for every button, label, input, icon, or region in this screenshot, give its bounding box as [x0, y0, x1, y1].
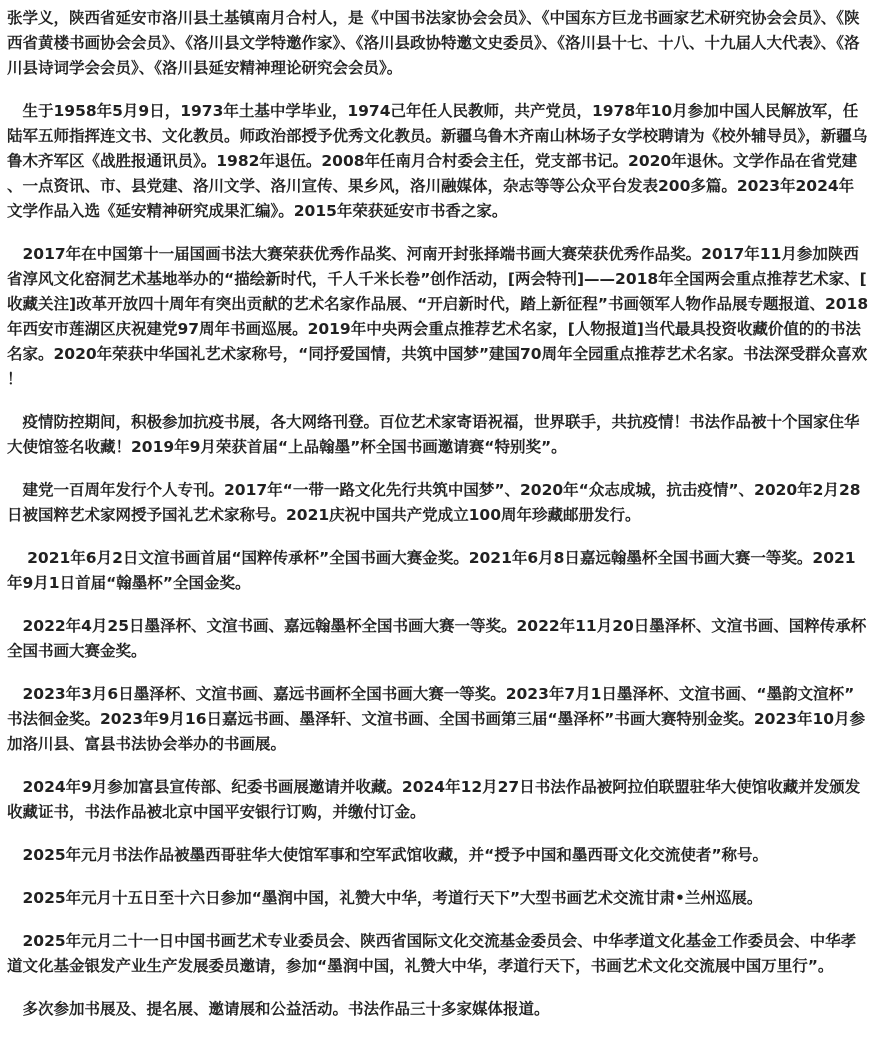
paragraph-pandemic: 疫情防控期间，积极参加抗疫书展，各大网络刊登。百位艺术家寄语祝福，世界联手，共抗疫情！书法作品被十个国家住华大使馆签名收藏！2019年9月荣获首届“上品翰墨”杯全国书画邀请赛“特别奖”。	[7, 413, 860, 456]
paragraph-intro: 张学义，陕西省延安市洛川县土基镇南月合村人，是《中国书法家协会会员》、《中国东方巨龙书画家艺术研究协会会员》、《陕西省黄楼书画协会会员》、《洛川县文学特邀作家》、《洛川县政协特邀文史委员》、《洛川县十七、十八、十九届人大代表》、《洛川县诗词学会会员》、《洛川县延安精神理论研究会会员》。	[7, 9, 860, 77]
paragraph-awards-2017: 2017年在中国第十一届国画书法大赛荣获优秀作品奖、河南开封张择端书画大赛荣获优秀作品奖。2017年11月参加陕西省淳风文化窑洞艺术基地举办的“描绘新时代，千人千米长卷”创作活动，[两会特刊]——2018年全国两会重点推荐艺术家、[收藏关注]改革开放四十周年有突出贡献的艺术名家作品展、“开启新时代，踏上新征程”书画领军人物作品展专题报道、2018年西安市莲湖区庆祝建党97周年书画巡展。2019年中央两会重点推荐艺术名家，[人物报道]当代最具投资收藏价值的的书法名家。2020年荣获中华国礼艺术家称号，“同抒爱国情，共筑中国梦”建国70周年全园重点推荐艺术名家。书法深受群众喜欢！	[7, 245, 869, 388]
paragraph-events-2024: 2024年9月参加富县宣传部、纪委书画展邀请并收藏。2024年12月27日书法作品被阿拉伯联盟驻华大使馆收藏并发颁发收藏证书，书法作品被北京中国平安银行订购，并缴付订金。	[7, 778, 861, 821]
paragraph-awards-2023: 2023年3月6日墨泽杯、文渲书画、嘉远书画杯全国书画大赛一等奖。2023年7月1日墨泽杯、文渲书画、“墨韵文渲杯”书法徊金奖。2023年9月16日嘉远书画、墨泽轩、文渲书画、全国书画第三届“墨泽杯”书画大赛特别金奖。2023年10月参加洛川县、富县书法协会举办的书画展。	[7, 685, 866, 753]
paragraph-party-centenary: 建党一百周年发行个人专刊。2017年“一带一路文化先行共筑中国梦”、2020年“众志成城，抗击疫情”、2020年2月28日被国粹艺术家网授予国礼艺术家称号。2021庆祝中国共产党成立100周年珍藏邮册发行。	[7, 481, 861, 524]
paragraph-biography: 生于1958年5月9日，1973年土基中学毕业，1974己年任人民教师，共产党员，1978年10月参加中国人民解放军，任陆军五师指挥连文书、文化教员。师政治部授予优秀文化教员。新疆乌鲁木齐南山林场子女学校聘请为《校外辅导员》，新疆乌鲁木齐军区《战胜报通讯员》。1982年退伍。2008年任南月合村委会主任，党支部书记。2020年退休。文学作品在省党建、一点资讯、市、县党建、洛川文学、洛川宣传、果乡风，洛川融媒体，杂志等等公众平台发表200多篇。2023年2024年文学作品入选《延安精神研究成果汇编》。2015年荣获延安市书香之家。	[7, 102, 868, 220]
paragraph-closing: 多次参加书展及、提名展、邀请展和公益活动。书法作品三十多家媒体报道。	[22, 1000, 550, 1018]
paragraph-invitation-2025: 2025年元月二十一日中国书画艺术专业委员会、陕西省国际文化交流基金委员会、中华孝道文化基金工作委员会、中华孝道文化基金银发产业生产发展委员邀请，参加“墨润中国，礼赞大中华，孝道行天下，书画艺术文化交流展中国万里行”。	[7, 932, 857, 975]
paragraph-awards-2021: 2021年6月2日文渲书画首届“国粹传承杯”全国书画大赛金奖。2021年6月8日嘉远翰墨杯全国书画大赛一等奖。2021年9月1日首届“翰墨杯”全国金奖。	[7, 549, 856, 592]
paragraph-lanzhou-tour: 2025年元月十五日至十六日参加“墨润中国，礼赞大中华，考道行天下”大型书画艺术交流甘肃•兰州巡展。	[22, 889, 763, 907]
paragraph-mexico-embassy: 2025年元月书法作品被墨西哥驻华大使馆军事和空军武馆收藏，并“授予中国和墨西哥文化交流使者”称号。	[22, 846, 769, 864]
article-body	[7, 6, 869, 1040]
paragraph-awards-2022: 2022年4月25日墨泽杯、文渲书画、嘉远翰墨杯全国书画大赛一等奖。2022年11月20日墨泽杯、文渲书画、国粹传承杯全国书画大赛金奖。	[7, 617, 867, 660]
